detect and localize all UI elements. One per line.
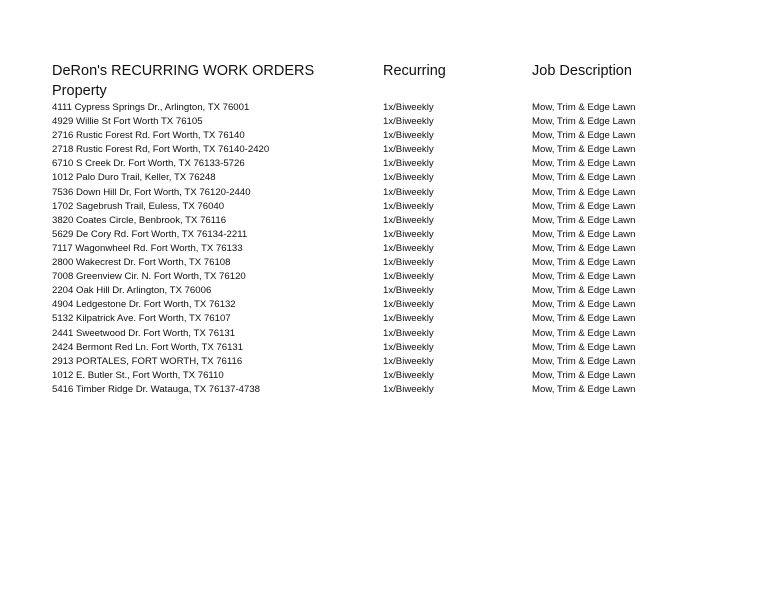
table-row [0,171,768,185]
job-description-cell: Mow, Trim & Edge Lawn [532,172,636,184]
table-row [0,115,768,129]
recurring-cell: 1x/Biweekly [383,144,434,156]
table-row [0,355,768,369]
recurring-cell: 1x/Biweekly [383,172,434,184]
recurring-cell: 1x/Biweekly [383,327,434,339]
table-row [0,200,768,214]
recurring-cell: 1x/Biweekly [383,102,434,113]
recurring-cell: 1x/Biweekly [383,369,434,381]
property-cell: 2716 Rustic Forest Rd. Fort Worth, TX 76140 [52,130,245,142]
recurring-cell: 1x/Biweekly [383,158,434,170]
job-description-cell: Mow, Trim & Edge Lawn [532,186,636,198]
recurring-cell: 1x/Biweekly [383,341,434,353]
job-description-cell: Mow, Trim & Edge Lawn [532,341,636,353]
table-row [0,228,768,242]
property-cell: 2441 Sweetwood Dr. Fort Worth, TX 76131 [52,327,236,339]
property-cell: 5132 Kilpatrick Ave. Fort Worth, TX 76107 [52,313,231,325]
property-cell: 1012 E. Butler St., Fort Worth, TX 76110 [52,369,224,381]
job-description-cell: Mow, Trim & Edge Lawn [532,299,636,311]
table-row [0,157,768,171]
table-row [0,186,768,200]
job-description-cell: Mow, Trim & Edge Lawn [532,200,636,212]
recurring-cell: 1x/Biweekly [383,200,434,212]
property-cell: 1702 Sagebrush Trail, Euless, TX 76040 [52,200,225,212]
job-description-cell: Mow, Trim & Edge Lawn [532,228,636,240]
property-cell: 2204 Oak Hill Dr. Arlington, TX 76006 [52,285,212,297]
recurring-cell: 1x/Biweekly [383,186,434,198]
recurring-cell: 1x/Biweekly [383,355,434,367]
table-row [0,341,768,355]
job-description-cell: Mow, Trim & Edge Lawn [532,116,636,128]
recurring-cell: 1x/Biweekly [383,228,434,240]
job-description-cell: Mow, Trim & Edge Lawn [532,369,636,381]
job-description-column-header: Job Description [532,63,632,79]
property-cell: 2424 Bermont Red Ln. Fort Worth, TX 76131 [52,341,244,353]
table-row [0,284,768,298]
table-row [0,298,768,312]
recurring-cell: 1x/Biweekly [383,383,434,395]
recurring-cell: 1x/Biweekly [383,271,434,283]
table-row [0,256,768,270]
job-description-cell: Mow, Trim & Edge Lawn [532,313,636,325]
recurring-cell: 1x/Biweekly [383,214,434,226]
property-cell: 1012 Palo Duro Trail, Keller, TX 76248 [52,172,216,184]
property-cell: 7536 Down Hill Dr, Fort Worth, TX 76120-2440 [52,186,251,198]
property-cell: 2718 Rustic Forest Rd, Fort Worth, TX 76140-2420 [52,144,270,156]
recurring-cell: 1x/Biweekly [383,299,434,311]
table-row [0,383,768,397]
job-description-cell: Mow, Trim & Edge Lawn [532,214,636,226]
table-row [0,214,768,228]
table-row [0,143,768,157]
property-cell: 4929 Willie St Fort Worth TX 76105 [52,116,203,128]
property-cell: 3820 Coates Circle, Benbrook, TX 76116 [52,214,227,226]
property-cell: 2800 Wakecrest Dr. Fort Worth, TX 76108 [52,257,231,269]
recurring-cell: 1x/Biweekly [383,242,434,254]
job-description-cell: Mow, Trim & Edge Lawn [532,257,636,269]
table-row [0,270,768,284]
job-description-cell: Mow, Trim & Edge Lawn [532,144,636,156]
table-row [0,369,768,383]
recurring-cell: 1x/Biweekly [383,116,434,128]
job-description-cell: Mow, Trim & Edge Lawn [532,130,636,142]
property-cell: 7008 Greenview Cir. N. Fort Worth, TX 76120 [52,271,246,283]
property-cell: 4904 Ledgestone Dr. Fort Worth, TX 76132 [52,299,236,311]
job-description-cell: Mow, Trim & Edge Lawn [532,271,636,283]
recurring-column-header: Recurring [383,63,446,79]
job-description-cell: Mow, Trim & Edge Lawn [532,102,636,113]
property-cell: 6710 S Creek Dr. Fort Worth, TX 76133-5726 [52,158,245,170]
table-row [0,101,768,115]
job-description-cell: Mow, Trim & Edge Lawn [532,158,636,170]
job-description-cell: Mow, Trim & Edge Lawn [532,327,636,339]
table-row [0,129,768,143]
table-row [0,312,768,326]
recurring-cell: 1x/Biweekly [383,257,434,269]
job-description-cell: Mow, Trim & Edge Lawn [532,383,636,395]
property-cell: 7117 Wagonwheel Rd. Fort Worth, TX 76133 [52,242,243,254]
property-cell: 2913 PORTALES, FORT WORTH, TX 76116 [52,355,243,367]
job-description-cell: Mow, Trim & Edge Lawn [532,285,636,297]
recurring-cell: 1x/Biweekly [383,130,434,142]
property-cell: 5416 Timber Ridge Dr. Watauga, TX 76137-4738 [52,383,260,395]
recurring-cell: 1x/Biweekly [383,313,434,325]
page-title: DeRon's RECURRING WORK ORDERS [52,63,315,79]
property-cell: 4111 Cypress Springs Dr., Arlington, TX 76001 [52,102,250,113]
recurring-cell: 1x/Biweekly [383,285,434,297]
work-order-list [0,101,768,397]
property-cell: 5629 De Cory Rd. Fort Worth, TX 76134-2211 [52,228,248,240]
property-column-header: Property [52,83,107,99]
table-row [0,327,768,341]
job-description-cell: Mow, Trim & Edge Lawn [532,242,636,254]
table-row [0,242,768,256]
job-description-cell: Mow, Trim & Edge Lawn [532,355,636,367]
